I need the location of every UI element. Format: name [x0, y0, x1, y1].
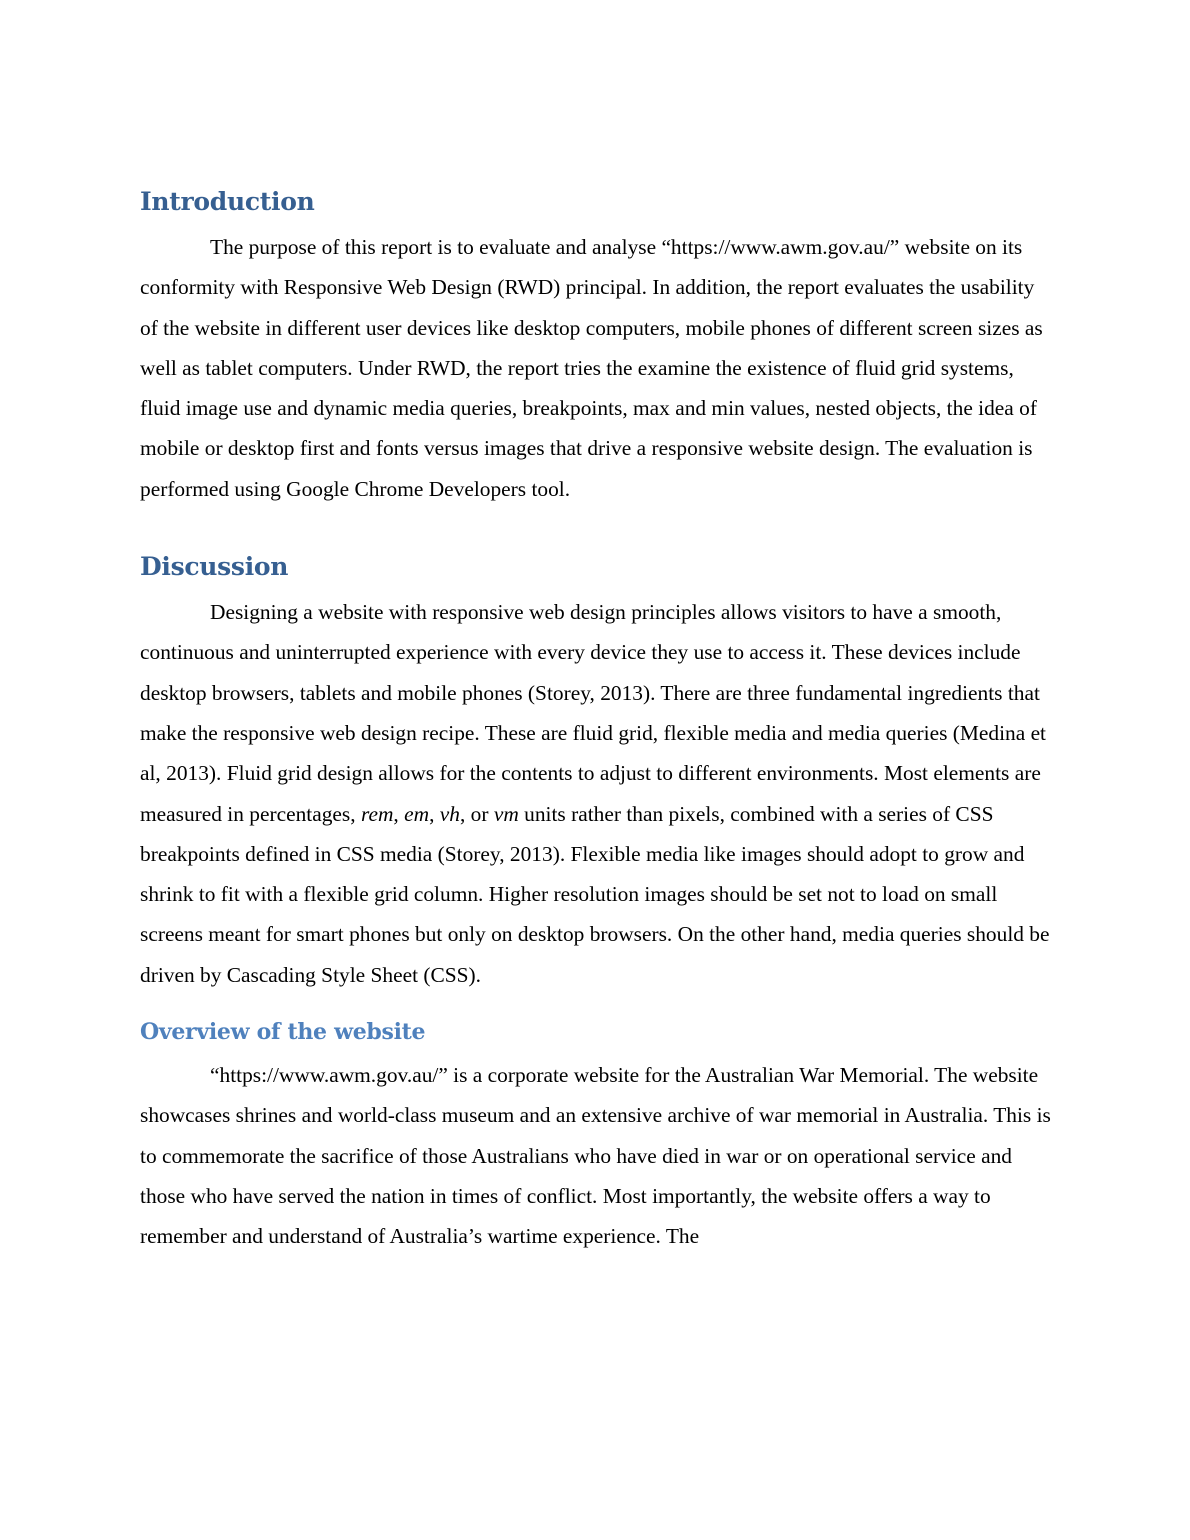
introduction-paragraph: The purpose of this report is to evaluate and analyse “https://www.awm.gov.au/” website on its conformity with Responsive Web Design (RWD) principal. In addition, the report evaluates the usability of the website in different user devices like desktop computers, mobile phones of different screen sizes as well as tablet computers. Under RWD, the report tries the examine the existence of fluid grid systems, fluid image use and dynamic media queries, breakpoints, max and min values, nested objects, the idea of mobile or desktop first and fonts versus images that drive a responsive website design. The evaluation is performed using Google Chrome Developers tool.	[140, 235, 1043, 501]
overview-section	[140, 1017, 1052, 1256]
separator: , or	[459, 801, 494, 826]
document-body	[140, 180, 1052, 1257]
overview-heading: Overview of the website	[140, 1019, 426, 1046]
overview-paragraph: “https://www.awm.gov.au/” is a corporate website for the Australian War Memorial. The website showcases shrines and world-class museum and an extensive archive of war memorial in Australia. This is to commemorate the sacrifice of those Australians who have died in war or on operational service and those who have served the nation in times of conflict. Most importantly, the website offers a way to remember and understand of Australia’s wartime experience. The	[140, 1063, 1051, 1249]
unit-rem: rem	[360, 801, 394, 826]
introduction-heading: Introduction	[140, 187, 315, 216]
unit-vh: vh	[439, 801, 460, 826]
separator: ,	[393, 801, 405, 826]
discussion-paragraph	[140, 592, 1052, 995]
introduction-section	[140, 186, 1052, 509]
discussion-text-part-2: units rather than pixels, combined with a series of CSS breakpoints defined in CSS media (Storey, 2013). Flexible media like images should adopt to grow and shrink to fit with a flexible grid column. Higher resolution images should be set not to load on small screens meant for smart phones but only on desktop browsers. On the other hand, media queries should be driven by Cascading Style Sheet (CSS).	[140, 801, 1050, 987]
discussion-section	[140, 551, 1052, 995]
separator: ,	[429, 801, 440, 826]
discussion-heading: Discussion	[140, 552, 289, 582]
discussion-text-part-1: Designing a website with responsive web design principles allows visitors to have a smooth, continuous and uninterrupted experience with every device they use to access it. These devices include desktop browsers, tablets and mobile phones (Storey, 2013). There are three fundamental ingredients that make the responsive web design recipe. These are fluid grid, flexible media and media queries (Medina et al, 2013). Fluid grid design allows for the contents to adjust to different environments. Most elements are measured in percentages,	[140, 600, 1046, 826]
unit-vm: vm	[493, 801, 519, 826]
unit-em: em	[404, 801, 430, 826]
